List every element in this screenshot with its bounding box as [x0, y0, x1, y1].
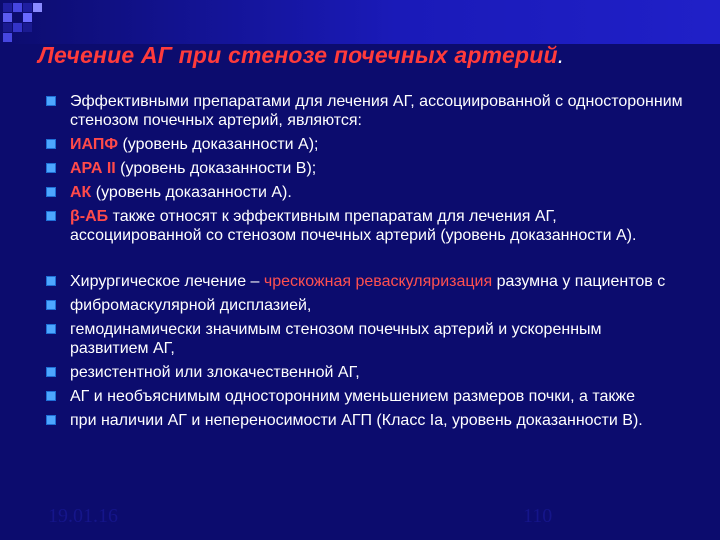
- highlighted-text: АК: [70, 184, 92, 201]
- bullet-item: [44, 159, 684, 178]
- bullet-text: (уровень доказанности В);: [115, 160, 317, 177]
- bullet-square-icon: [46, 300, 56, 310]
- bullet-item: [44, 92, 684, 130]
- bullet-text: также относят к эффективным препаратам для лечения АГ, ассоциированной со стенозом почечных артерий (уровень доказанности А).: [70, 208, 637, 244]
- bullet-square-icon: [46, 163, 56, 173]
- list-spacer: [44, 250, 684, 272]
- highlighted-text: β-АБ: [70, 208, 109, 225]
- page-number: 110: [523, 505, 553, 527]
- header-bar: [0, 0, 720, 44]
- bullet-square-icon: [46, 324, 56, 334]
- bullet-item: [44, 363, 684, 382]
- bullet-item: [44, 207, 684, 245]
- bullet-square-icon: [46, 187, 56, 197]
- bullet-item: [44, 135, 684, 154]
- slide-title-suffix: .: [557, 42, 565, 68]
- bullet-text: разумна у пациентов с: [492, 273, 666, 290]
- bullet-square-icon: [46, 415, 56, 425]
- bullet-square-icon: [46, 391, 56, 401]
- decorative-squares: [0, 0, 60, 44]
- bullet-text: (уровень доказанности А).: [91, 184, 292, 201]
- highlighted-text: чрескожная реваскуляризация: [263, 273, 493, 290]
- bullet-list-drugs: [44, 92, 684, 245]
- bullet-text: Эффективными препаратами для лечения АГ, ассоциированной с односторонним стенозом почечных артерий, являются:: [70, 93, 683, 129]
- bullet-text: (уровень доказанности А);: [118, 136, 319, 153]
- bullet-item: [44, 387, 684, 406]
- slide-body: [44, 92, 684, 435]
- slide-title: [38, 42, 698, 69]
- bullet-square-icon: [46, 367, 56, 377]
- bullet-item: [44, 411, 684, 430]
- highlighted-text: ИАПФ: [70, 136, 118, 153]
- highlighted-text: АРА II: [70, 160, 116, 177]
- bullet-item: [44, 296, 684, 315]
- footer-date: 19.01.16: [48, 505, 118, 527]
- bullet-item: [44, 320, 684, 358]
- bullet-square-icon: [46, 96, 56, 106]
- slide-title-text: Лечение АГ при стенозе почечных артерий: [38, 42, 558, 68]
- bullet-text: Хирургическое лечение –: [70, 273, 264, 290]
- bullet-square-icon: [46, 276, 56, 286]
- bullet-text: фибромаскулярной дисплазией,: [70, 297, 312, 314]
- bullet-list-surgery: [44, 272, 684, 430]
- bullet-item: [44, 183, 684, 202]
- bullet-text: гемодинамически значимым стенозом почечных артерий и ускоренным развитием АГ,: [70, 321, 602, 357]
- bullet-square-icon: [46, 139, 56, 149]
- bullet-square-icon: [46, 211, 56, 221]
- bullet-text: резистентной или злокачественной АГ,: [70, 364, 360, 381]
- bullet-text: АГ и необъяснимым односторонним уменьшением размеров почки, а также: [70, 388, 636, 405]
- bullet-item: [44, 272, 684, 291]
- bullet-text: при наличии АГ и непереносимости АГП (Класс Ia, уровень доказанности В).: [70, 412, 643, 429]
